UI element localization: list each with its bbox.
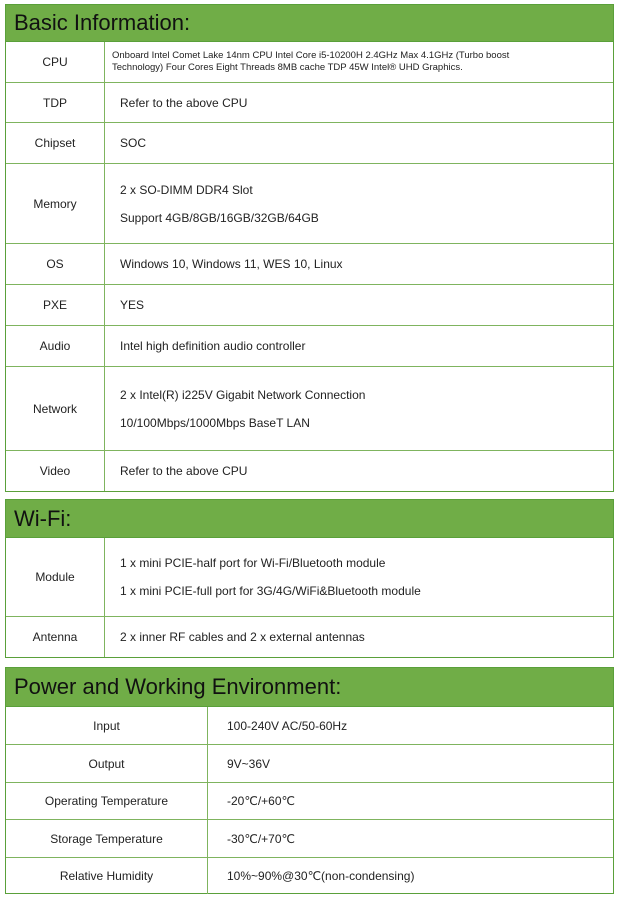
spec-value-line: Windows 10, Windows 11, WES 10, Linux [120, 257, 343, 271]
spec-value-line: Onboard Intel Comet Lake 14nm CPU Intel Core i5-10200H 2.4GHz Max 4.1GHz (Turbo boost [112, 50, 510, 61]
spec-label: PXE [6, 285, 105, 325]
spec-label: Audio [6, 326, 105, 366]
spec-value [105, 617, 613, 657]
spec-row-network [6, 367, 613, 451]
spec-label: TDP [6, 83, 105, 122]
spec-value-line: SOC [120, 136, 147, 150]
spec-label: Antenna [6, 617, 105, 657]
spec-value [208, 820, 613, 857]
spec-row-input [6, 707, 613, 745]
spec-label: Output [6, 745, 208, 782]
spec-value-line: Intel high definition audio controller [120, 339, 306, 353]
spec-value [105, 83, 613, 122]
spec-value-line: 2 x inner RF cables and 2 x external antennas [120, 630, 365, 644]
spec-value-line: Refer to the above CPU [120, 95, 248, 110]
spec-row-video [6, 451, 613, 491]
spec-row-os [6, 244, 613, 285]
spec-value-line: 100-240V AC/50-60Hz [227, 718, 348, 733]
section-title-wifi: Wi-Fi: [6, 500, 613, 538]
spec-value-line: 1 x mini PCIE-full port for 3G/4G/WiFi&Bluetooth module [120, 584, 421, 598]
spec-row-output [6, 745, 613, 783]
spec-value-line: Support 4GB/8GB/16GB/32GB/64GB [120, 210, 319, 225]
spec-row-storage-temperature [6, 820, 613, 858]
spec-value [208, 858, 613, 894]
spec-label: CPU [6, 42, 105, 82]
spec-value [105, 538, 613, 616]
wifi-section [5, 499, 614, 658]
spec-value [208, 745, 613, 782]
spec-label: Operating Temperature [6, 783, 208, 819]
spec-value-line: Technology) Four Cores Eight Threads 8MB cache TDP 45W Intel® UHD Graphics. [112, 62, 463, 73]
basic-information-section [5, 4, 614, 492]
spec-row-cpu [6, 42, 613, 83]
spec-row-module [6, 538, 613, 617]
spec-row-tdp [6, 83, 613, 123]
spec-value [105, 164, 613, 243]
spec-row-relative-humidity [6, 858, 613, 894]
spec-label: Chipset [6, 123, 105, 163]
spec-value-line: 9V~36V [227, 756, 271, 771]
spec-label: Memory [6, 164, 105, 243]
spec-label: Relative Humidity [6, 858, 208, 894]
section-title-power-environment: Power and Working Environment: [6, 668, 613, 707]
spec-row-pxe [6, 285, 613, 326]
spec-value [105, 367, 613, 450]
spec-value [105, 285, 613, 325]
power-environment-section [5, 667, 614, 894]
spec-value [105, 42, 613, 82]
spec-value-line: 2 x Intel(R) i225V Gigabit Network Connection [120, 387, 366, 402]
spec-label: Video [6, 451, 105, 491]
spec-value-line: 10/100Mbps/1000Mbps BaseT LAN [120, 415, 310, 430]
spec-value [105, 123, 613, 163]
spec-label: Storage Temperature [6, 820, 208, 857]
spec-row-memory [6, 164, 613, 244]
spec-value-line: Refer to the above CPU [120, 464, 248, 478]
spec-value-line: -30℃/+70℃ [227, 831, 295, 846]
spec-value-line: 1 x mini PCIE-half port for Wi-Fi/Bluetooth module [120, 556, 386, 570]
spec-value-line: YES [120, 298, 145, 312]
spec-value [208, 783, 613, 819]
spec-row-antenna [6, 617, 613, 657]
spec-row-operating-temperature [6, 783, 613, 820]
spec-label: Network [6, 367, 105, 450]
spec-value [208, 707, 613, 744]
spec-value-line: 10%~90%@30℃(non-condensing) [227, 869, 415, 883]
spec-row-audio [6, 326, 613, 367]
spec-row-chipset [6, 123, 613, 164]
spec-value [105, 451, 613, 491]
section-title-basic-information: Basic Information: [6, 5, 613, 42]
spec-value-line: -20℃/+60℃ [227, 794, 295, 808]
spec-value-line: 2 x SO-DIMM DDR4 Slot [120, 182, 253, 197]
spec-label: Module [6, 538, 105, 616]
spec-label: Input [6, 707, 208, 744]
spec-label: OS [6, 244, 105, 284]
spec-value [105, 326, 613, 366]
spec-value [105, 244, 613, 284]
